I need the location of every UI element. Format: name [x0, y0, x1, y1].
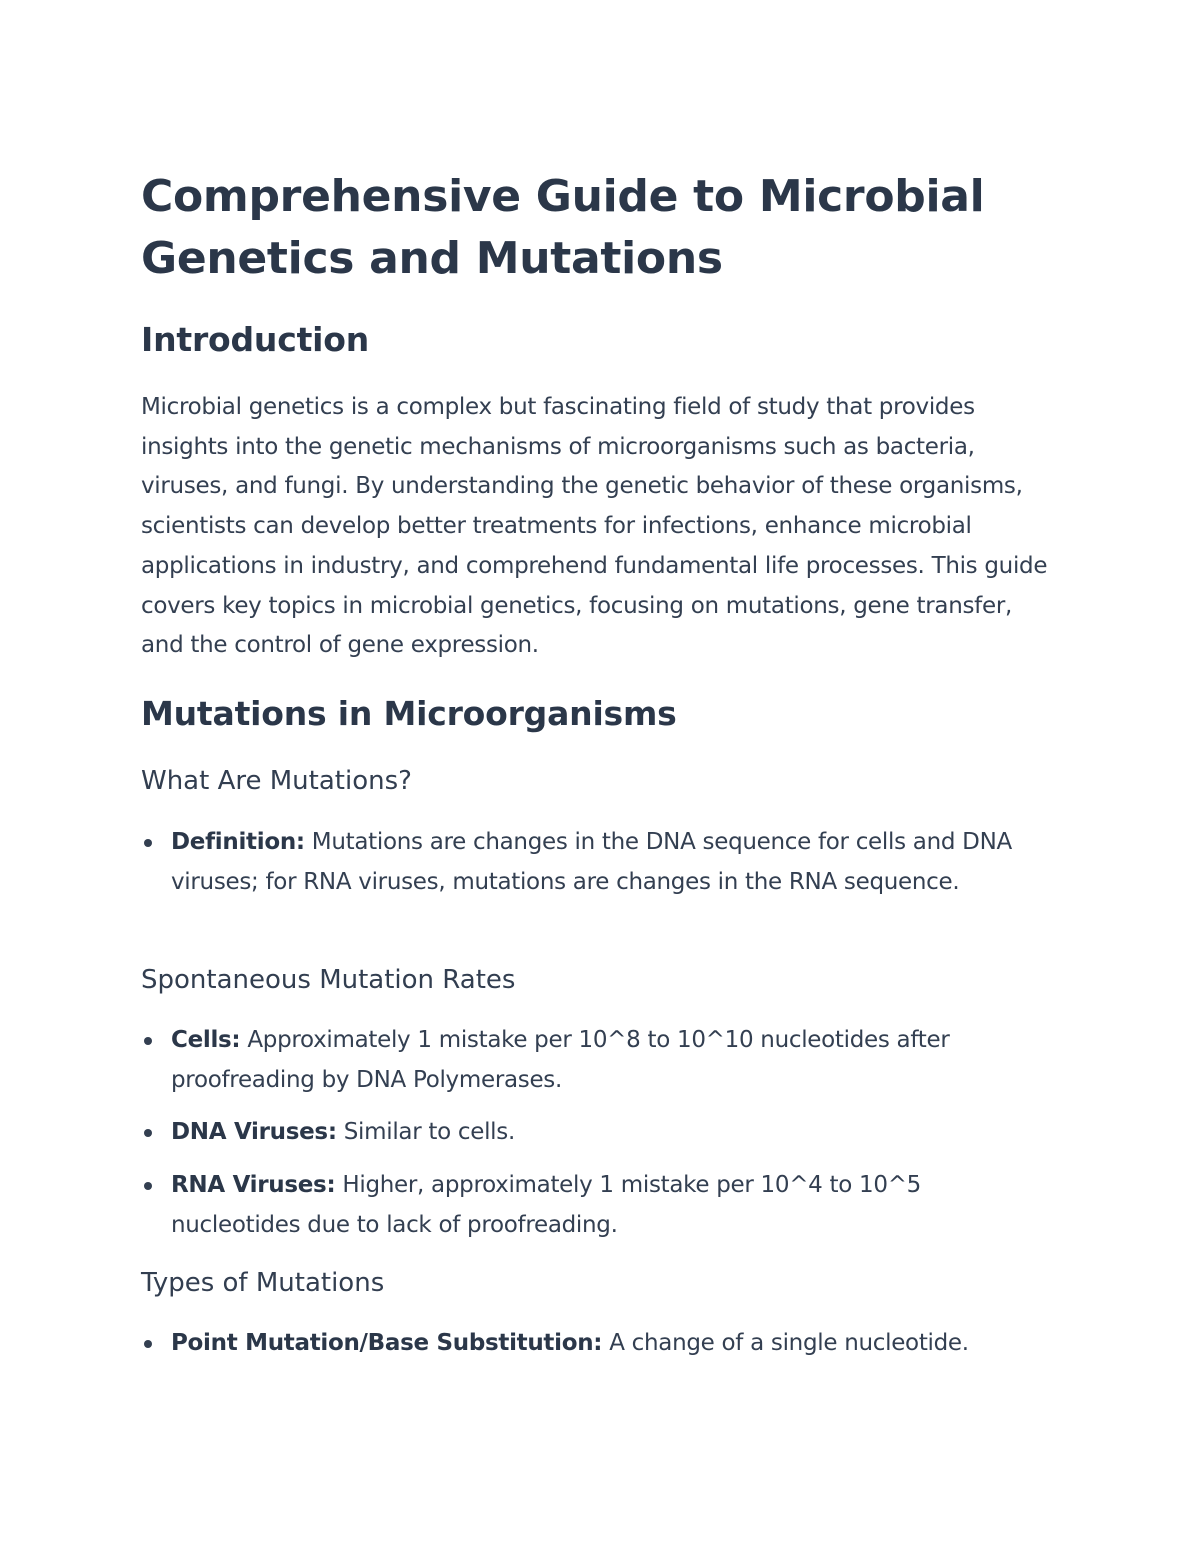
list-item-term: Point Mutation/Base Substitution:: [171, 1330, 603, 1356]
bullet-icon: [144, 1340, 152, 1348]
bullet-icon: [144, 1129, 152, 1137]
introduction-heading: Introduction: [141, 320, 370, 359]
types-of-mutations-list: [141, 1324, 1041, 1364]
list-item-text: A change of a single nucleotide.: [602, 1330, 969, 1356]
list-item-term: Cells:: [171, 1027, 241, 1053]
list-item-term: DNA Viruses:: [171, 1119, 337, 1146]
bullet-icon: [144, 1037, 152, 1045]
bullet-icon: [144, 839, 152, 847]
document-title: Comprehensive Guide to Microbial Genetics and Mutations: [141, 171, 985, 284]
list-item-text: Similar to cells.: [336, 1119, 515, 1146]
mutations-heading: Mutations in Microorganisms: [141, 694, 677, 733]
bullet-icon: [144, 1182, 152, 1190]
list-item: [141, 1021, 1041, 1100]
list-item: [141, 1324, 1041, 1364]
what-are-mutations-list: [141, 823, 1041, 902]
list-item: [141, 823, 1041, 902]
mutation-rates-heading: Spontaneous Mutation Rates: [141, 965, 516, 995]
list-item: [141, 1113, 1041, 1153]
mutation-rates-list: [141, 1021, 1041, 1246]
types-of-mutations-heading: Types of Mutations: [141, 1268, 385, 1298]
list-item-term: RNA Viruses:: [171, 1172, 336, 1199]
introduction-paragraph: Microbial genetics is a complex but fascinating field of study that provides insights into the genetic mechanisms of microorganisms such as bacteria, viruses, and fungi. By understanding the genetic behavior of these organisms, scientists can develop better treatments for infections, enhance microbial applications in industry, and comprehend fundamental life processes. This guide covers key topics in microbial genetics, focusing on mutations, gene transfer, and the control of gene expression.: [141, 394, 1048, 659]
list-item-term: Definition:: [171, 829, 305, 855]
list-item-text: Mutations are changes in the DNA sequence for cells and DNA viruses; for RNA viruses, mutations are changes in the RNA sequence.: [171, 829, 1012, 895]
list-item-text: Higher, approximately 1 mistake per 10^4 to 10^5 nucleotides due to lack of proofreading.: [171, 1172, 922, 1238]
list-item: [141, 1166, 1041, 1245]
list-item-text: Approximately 1 mistake per 10^8 to 10^10 nucleotides after proofreading by DNA Polymerases.: [171, 1027, 950, 1093]
what-are-mutations-heading: What Are Mutations?: [141, 766, 412, 796]
